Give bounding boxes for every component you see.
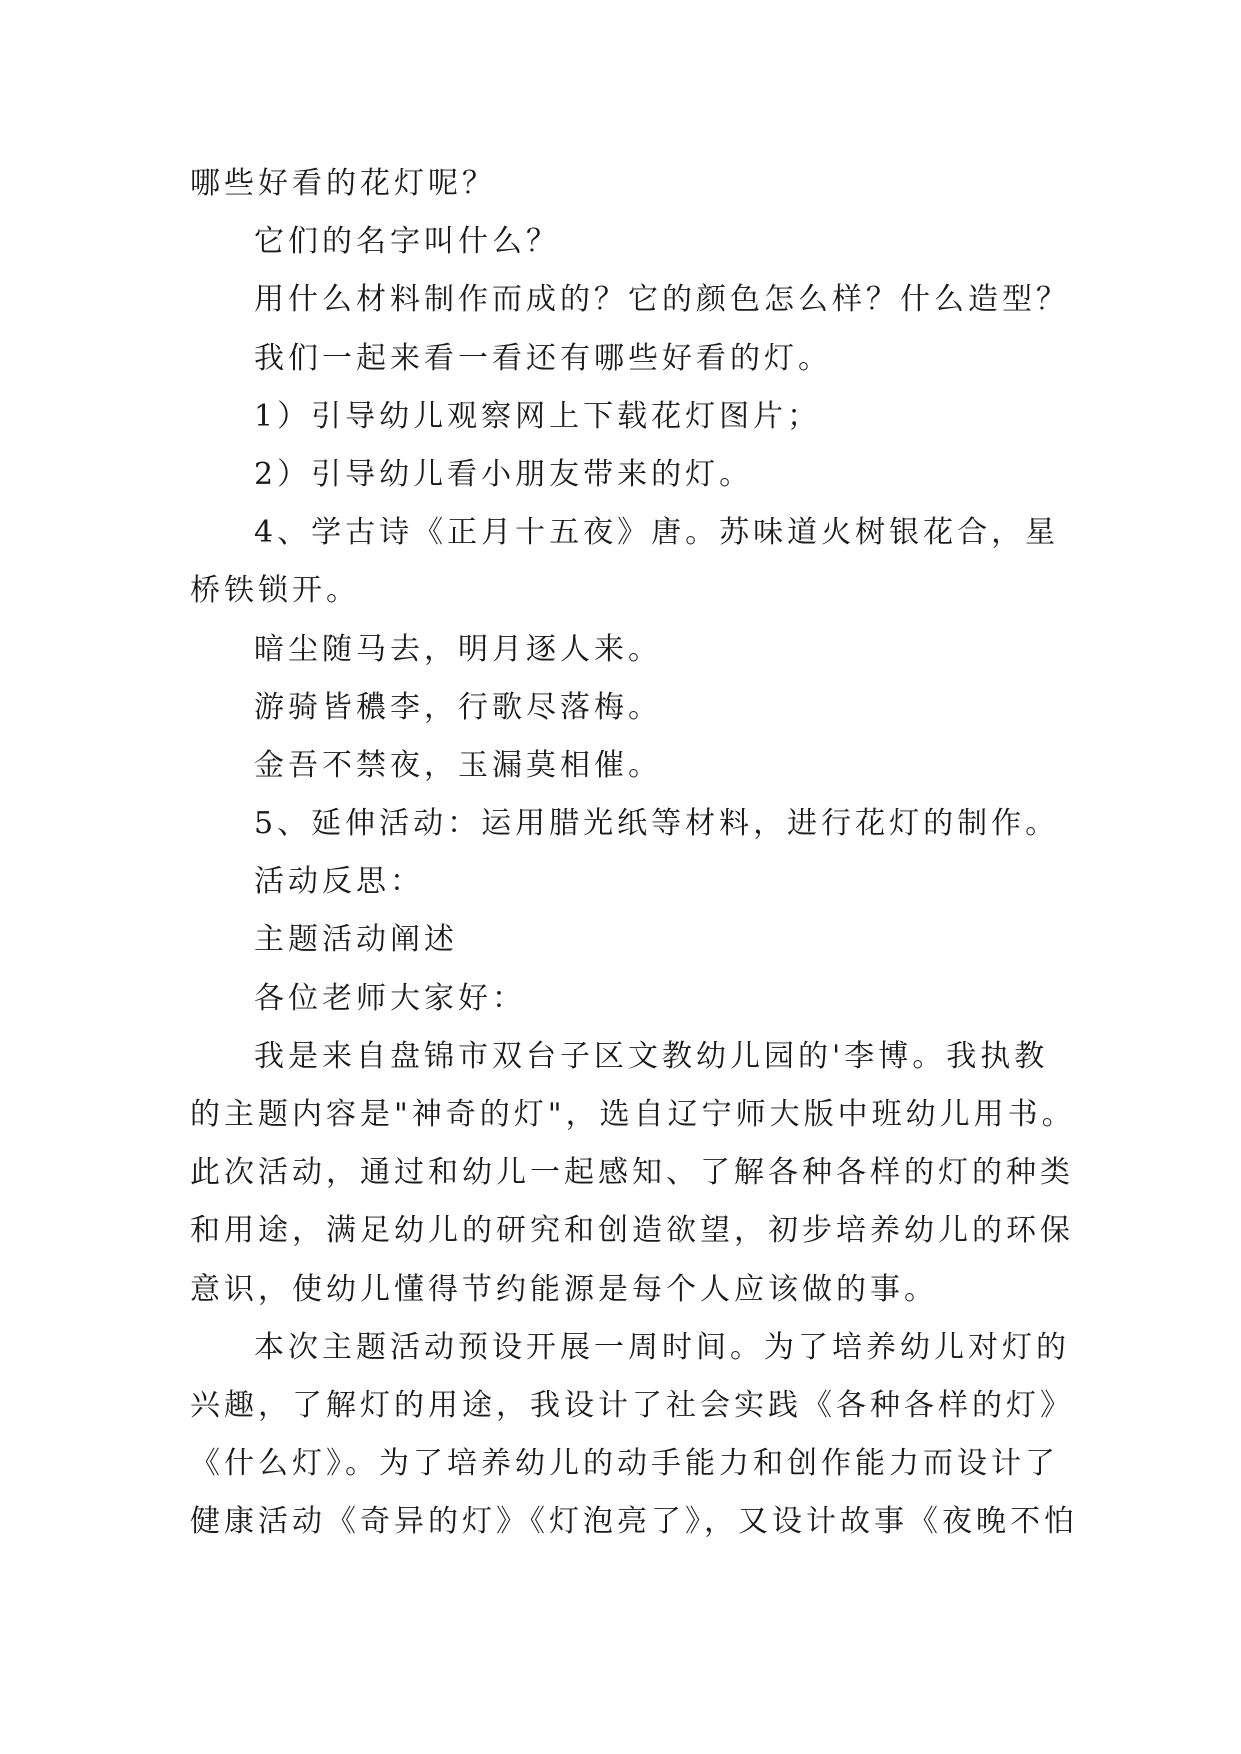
text-line: 意识，使幼儿懂得节约能源是每个人应该做的事。 <box>190 1271 938 1307</box>
text-line: 此次活动，通过和幼儿一起感知、了解各种各样的灯的种类 <box>190 1155 1074 1191</box>
text-line: 它们的名字叫什么？ <box>254 224 560 260</box>
text-line: 暗尘随马去，明月逐人来。 <box>254 631 662 667</box>
text-line: 各位老师大家好： <box>254 980 526 1016</box>
text-line: 和用途，满足幼儿的研究和创造欲望，初步培养幼儿的环保 <box>190 1213 1074 1249</box>
text-line: 本次主题活动预设开展一周时间。为了培养幼儿对灯的 <box>254 1329 1070 1365</box>
text-line: 的主题内容是"神奇的灯"，选自辽宁师大版中班幼儿用书。 <box>190 1097 1076 1132</box>
text-line: 兴趣，了解灯的用途，我设计了社会实践《各种各样的灯》 <box>190 1387 1074 1423</box>
text-line: 主题活动阐述 <box>254 922 458 958</box>
text-line: 5、延伸活动：运用腊光纸等材料，进行花灯的制作。 <box>254 806 1060 842</box>
text-line: 2）引导幼儿看小朋友带来的灯。 <box>254 456 754 492</box>
text-line: 用什么材料制作而成的？它的颜色怎么样？什么造型？ <box>254 282 1070 318</box>
text-line: 《什么灯》。为了培养幼儿的动手能力和创作能力而设计了 <box>190 1446 1059 1482</box>
document-body <box>190 155 1078 1552</box>
text-line: 桥铁锁开。 <box>190 573 360 609</box>
text-line: 金吾不禁夜，玉漏莫相催。 <box>254 747 662 783</box>
text-line: 游骑皆穠李，行歌尽落梅。 <box>254 689 662 725</box>
text-line: 健康活动《奇异的灯》《灯泡亮了》，又设计故事《夜晚不怕 <box>190 1504 1078 1540</box>
text-line: 1）引导幼儿观察网上下载花灯图片； <box>254 398 822 434</box>
text-line: 哪些好看的花灯呢？ <box>190 166 496 201</box>
text-line: 我是来自盘锦市双台子区文教幼儿园的'李博。我执教 <box>254 1038 1049 1074</box>
text-line: 活动反思： <box>254 864 424 900</box>
text-line: 4、学古诗《正月十五夜》唐。苏味道火树银花合，星 <box>254 515 1060 551</box>
text-line: 我们一起来看一看还有哪些好看的灯。 <box>254 340 832 376</box>
